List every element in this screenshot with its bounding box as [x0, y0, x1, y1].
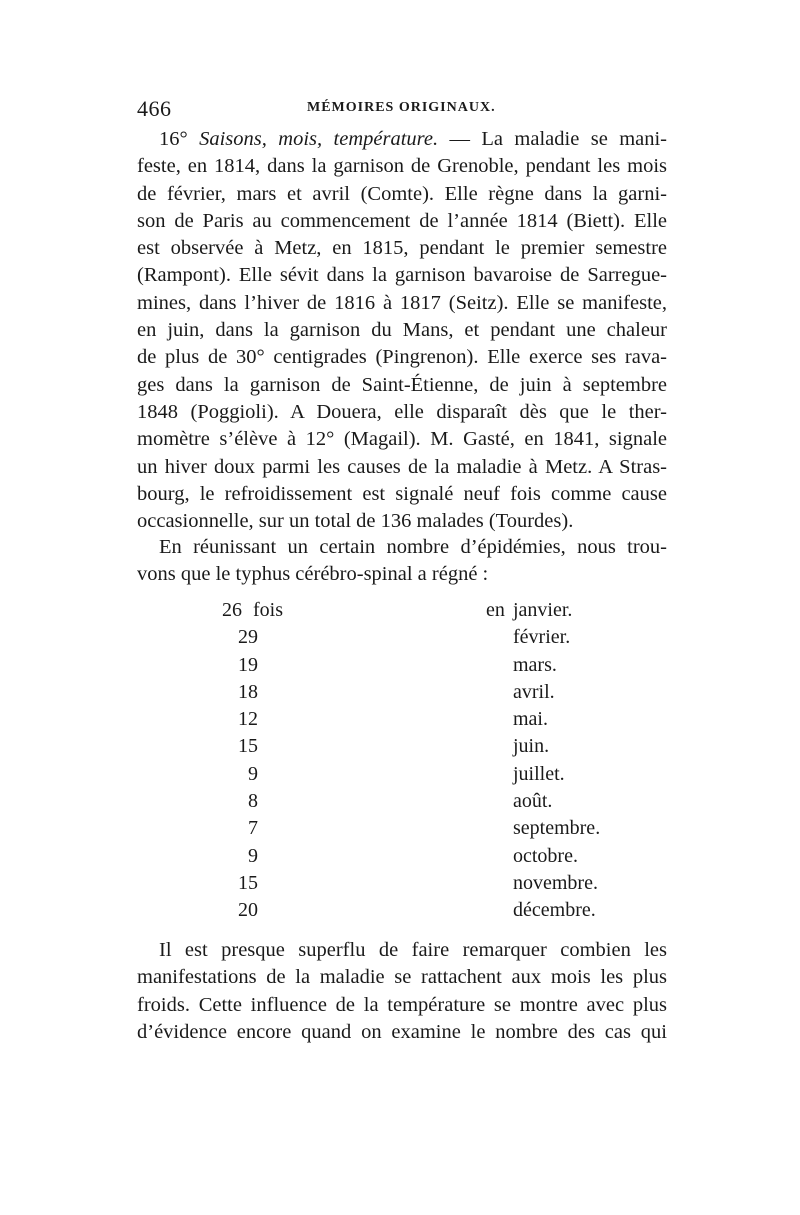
month-cell: février.	[513, 626, 571, 649]
paragraph-conclusion	[137, 937, 667, 1046]
count-cell: 26	[222, 599, 242, 621]
running-title: MÉMOIRES ORIGINAUX.	[307, 100, 496, 115]
text-line: mines, dans l’hiver de 1816 à 1817 (Seitz). Elle se manifeste,	[137, 291, 667, 314]
table-row	[210, 790, 610, 817]
text-line: un hiver doux parmi les causes de la maladie à Metz. A Stras-	[137, 455, 667, 478]
count-cell: 9	[248, 844, 258, 867]
text-line: En réunissant un certain nombre d’épidémies, nous trou-	[159, 536, 667, 558]
text-line: de plus de 30° centigrades (Pingrenon). Elle exerce ses rava-	[137, 346, 667, 369]
text-line: 1848 (Poggioli). A Douera, elle disparaît dès que le ther-	[137, 400, 667, 423]
text-line: de février, mars et avril (Comte). Elle règne dans la garni-	[137, 182, 667, 205]
text-line: momètre s’élève à 12° (Magail). M. Gasté, en 1841, signale	[137, 428, 667, 451]
section-title: Saisons, mois, température.	[199, 128, 439, 150]
month-cell: juin.	[513, 735, 550, 758]
month-prefix: en	[486, 599, 505, 621]
month-cell: mai.	[513, 708, 548, 731]
count-cell: 20	[238, 899, 258, 922]
paragraph-intro-table	[137, 534, 667, 589]
month-cell: mars.	[513, 653, 557, 676]
table-row	[210, 763, 610, 790]
table-row	[210, 681, 610, 708]
text-line: Il est presque superflu de faire remarquer combien les	[159, 939, 667, 961]
month-table	[210, 599, 610, 927]
text-line: occasionnelle, sur un total de 136 malades (Tourdes).	[137, 510, 574, 533]
running-header	[137, 96, 667, 126]
text-line	[137, 126, 667, 153]
count-cell: 9	[248, 762, 258, 785]
text-line: bourg, le refroidissement est signalé neuf fois comme cause	[137, 482, 667, 505]
page-number: 466	[137, 96, 172, 121]
month-cell: octobre.	[513, 844, 578, 867]
count-cell: 7	[248, 817, 258, 840]
count-unit: fois	[253, 599, 283, 621]
month-cell: décembre.	[513, 899, 596, 922]
month-cell: juillet.	[513, 762, 565, 785]
table-row	[210, 872, 610, 899]
section-number: 16°	[159, 128, 188, 150]
table-row	[210, 845, 610, 872]
month-cell: septembre.	[513, 817, 601, 840]
count-cell: 12	[238, 708, 258, 731]
count-cell: 15	[238, 871, 258, 894]
count-cell: 8	[248, 790, 258, 813]
month-cell: avril.	[513, 680, 555, 703]
table-row	[210, 599, 610, 626]
month-cell: août.	[513, 790, 553, 813]
text-line: feste, en 1814, dans la garnison de Grenoble, pendant les mois	[137, 155, 667, 178]
count-cell: 19	[238, 653, 258, 676]
count-cell: 29	[238, 626, 258, 649]
table-row	[210, 735, 610, 762]
table-row	[210, 817, 610, 844]
paragraph-seasons	[137, 126, 667, 535]
table-row	[210, 654, 610, 681]
text-line: ges dans la garnison de Saint-Étienne, de juin à septembre	[137, 373, 667, 396]
count-cell: 15	[238, 735, 258, 758]
count-cell: 18	[238, 680, 258, 703]
text-line: (Rampont). Elle sévit dans la garnison bavaroise de Sarregue-	[137, 264, 667, 287]
table-row	[210, 708, 610, 735]
text-line: son de Paris au commencement de l’année 1814 (Biett). Elle	[137, 209, 667, 232]
text-line: en juin, dans la garnison du Mans, et pendant une chaleur	[137, 319, 667, 342]
text-line-content: — La maladie se mani-	[449, 128, 668, 150]
text-line: manifestations de la maladie se rattachent aux mois les plus	[137, 966, 667, 989]
table-row	[210, 626, 610, 653]
text-line: vons que le typhus cérébro-spinal a régné :	[137, 563, 489, 586]
text-line: d’évidence encore quand on examine le nombre des cas qui	[137, 1020, 667, 1043]
month-cell: novembre.	[513, 871, 598, 894]
table-row	[210, 899, 610, 926]
text-line: est observée à Metz, en 1815, pendant le premier semestre	[137, 237, 667, 260]
text-line: froids. Cette influence de la température se montre avec plus	[137, 993, 667, 1016]
month-cell: janvier.	[513, 599, 573, 621]
